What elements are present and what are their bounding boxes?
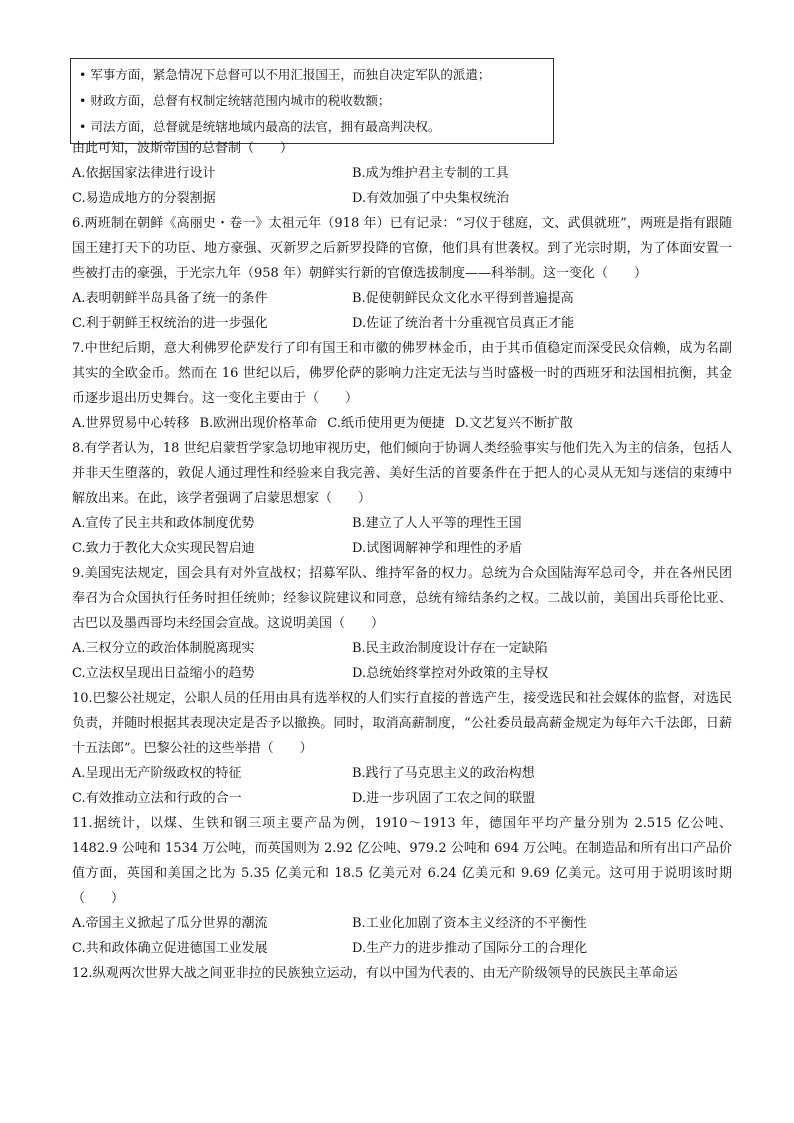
option-a: A.依据国家法律进行设计 <box>72 166 216 181</box>
option-d: D.有效加强了中央集权统治 <box>352 191 510 206</box>
question-stem: 7.中世纪后期，意大利佛罗伦萨发行了印有国王和市徽的佛罗林金币，由于其币值稳定而深受民众信赖，成为名副其实的全欧金币。然而在 16 世纪以后，佛罗伦萨的影响力注定无法与当时盛极一时的西班牙和法国相抗衡，其金币逐步退出历史舞台。这一变化主要由于（ ） <box>72 341 732 406</box>
option-b: B.促使朝鲜民众文化水平得到普遍提高 <box>352 291 574 306</box>
option-b: B.民主政治制度设计存在一定缺陷 <box>352 641 548 656</box>
option-a: A.表明朝鲜半岛具备了统一的条件 <box>72 291 268 306</box>
questions <box>72 136 732 986</box>
option-d: D.生产力的进步推动了国际分工的合理化 <box>352 941 588 956</box>
question-5 <box>72 136 732 211</box>
question-stem: 9.美国宪法规定，国会具有对外宣战权；招募军队、维持军备的权力。总统为合众国陆海军总司令，并在各州民团奉召为合众国执行任务时担任统帅；经参议院建议和同意，总统有缔结条约之权。二战以前，美国出兵哥伦比亚、古巴以及墨西哥均未经国会宣战。这说明美国（ ） <box>72 566 732 631</box>
question-stem: 6.两班制在朝鲜《高丽史・卷一》太祖元年（918 年）已有记录：“习仪于毬庭，文、武俱就班”，两班是指有跟随国王建打天下的功臣、地方豪强、灭新罗之后新罗投降的官僚，他们具有世袭权。到了光宗时期，为了体面安置一些被打击的豪强，于光宗九年（958 年）朝鲜实行新的官僚选拔制度——科举制。这一变化（ ） <box>72 216 732 281</box>
option-a: A.帝国主义掀起了瓜分世界的潮流 <box>72 916 268 931</box>
option-b: B.建立了人人平等的理性王国 <box>352 516 522 531</box>
box-line-military: • 军事方面，紧急情况下总督可以不用汇报国王，而独自决定军队的派遣； <box>79 67 491 82</box>
question-12 <box>72 961 732 986</box>
question-6 <box>72 211 732 336</box>
question-stem: 8.有学者认为，18 世纪启蒙哲学家急切地审视历史，他们倾向于协调人类经验事实与他们先入为主的信条，包括人并非天生堕落的，敦促人通过理性和经验来自我完善、美好生活的首要条件在于把人的心灵从无知与迷信的束缚中解放出来。在此，该学者强调了启蒙思想家（ ） <box>72 441 732 506</box>
option-b: B.工业化加剧了资本主义经济的不平衡性 <box>352 916 587 931</box>
option-c: C.易造成地方的分裂割据 <box>72 191 216 206</box>
option-b: B.欧洲出现价格革命 <box>199 416 318 431</box>
option-c: C.利于朝鲜王权统治的进一步强化 <box>72 316 268 331</box>
question-stem: 10.巴黎公社规定，公职人员的任用由具有选举权的人们实行直接的普选产生，接受选民和社会媒体的监督，对选民负责，并随时根据其表现决定是否予以撤换。同时，取消高薪制度，“公社委员最高薪金规定为每年六千法郎，日薪十五法郎”。巴黎公社的这些举措（ ） <box>72 691 732 756</box>
option-d: D.佐证了统治者十分重视官员真正才能 <box>352 316 575 331</box>
option-c: C.致力于教化大众实现民智启迪 <box>72 541 255 556</box>
option-d: D.试图调解神学和理性的矛盾 <box>352 541 523 556</box>
question-11 <box>72 811 732 961</box>
question-8 <box>72 436 732 561</box>
option-b: B.成为维护君主专制的工具 <box>352 166 509 181</box>
option-c: C.共和政体确立促进德国工业发展 <box>72 941 268 956</box>
box-line-finance: • 财政方面，总督有权制定统辖范围内城市的税收数额； <box>79 93 391 108</box>
question-9 <box>72 561 732 686</box>
option-d: D.文艺复兴不断扩散 <box>454 416 573 431</box>
question-10 <box>72 686 732 811</box>
question-stem: 由此可知，波斯帝国的总督制（ ） <box>72 141 294 156</box>
question-stem: 11.据统计，以煤、生铁和钢三项主要产品为例，1910～1913 年，德国年平均产量分别为 2.515 亿公吨、1482.9 公吨和 1534 万公吨，而英国则为 2.92 亿公吨、979.2 公吨和 694 万公吨。在制造品和所有出口产品价值方面，英国和美国之比为 5.35 亿美元和 18.5 亿美元对 6.24 亿美元和 9.69 亿美元。这可用于说明该时期（ ） <box>72 816 732 906</box>
option-a: A.三权分立的政治体制脱离现实 <box>72 641 255 656</box>
option-d: D.进一步巩固了工农之间的联盟 <box>352 791 536 806</box>
box-line-justice: • 司法方面，总督就是统辖地域内最高的法官，拥有最高判决权。 <box>79 119 441 134</box>
source-material-box <box>70 58 554 144</box>
option-c: C.立法权呈现出日益缩小的趋势 <box>72 666 255 681</box>
option-a: A.呈现出无产阶级政权的特征 <box>72 766 242 781</box>
option-a: A.世界贸易中心转移 <box>72 416 190 431</box>
option-c: C.纸币使用更为便捷 <box>327 416 445 431</box>
option-d: D.总统始终掌控对外政策的主导权 <box>352 666 549 681</box>
option-c: C.有效推动立法和行政的合一 <box>72 791 242 806</box>
option-b: B.践行了马克思主义的政治构想 <box>352 766 535 781</box>
question-7 <box>72 336 732 436</box>
question-stem: 12.纵观两次世界大战之间亚非拉的民族独立运动，有以中国为代表的、由无产阶级领导的民族民主革命运 <box>72 966 678 981</box>
option-a: A.宣传了民主共和政体制度优势 <box>72 516 255 531</box>
